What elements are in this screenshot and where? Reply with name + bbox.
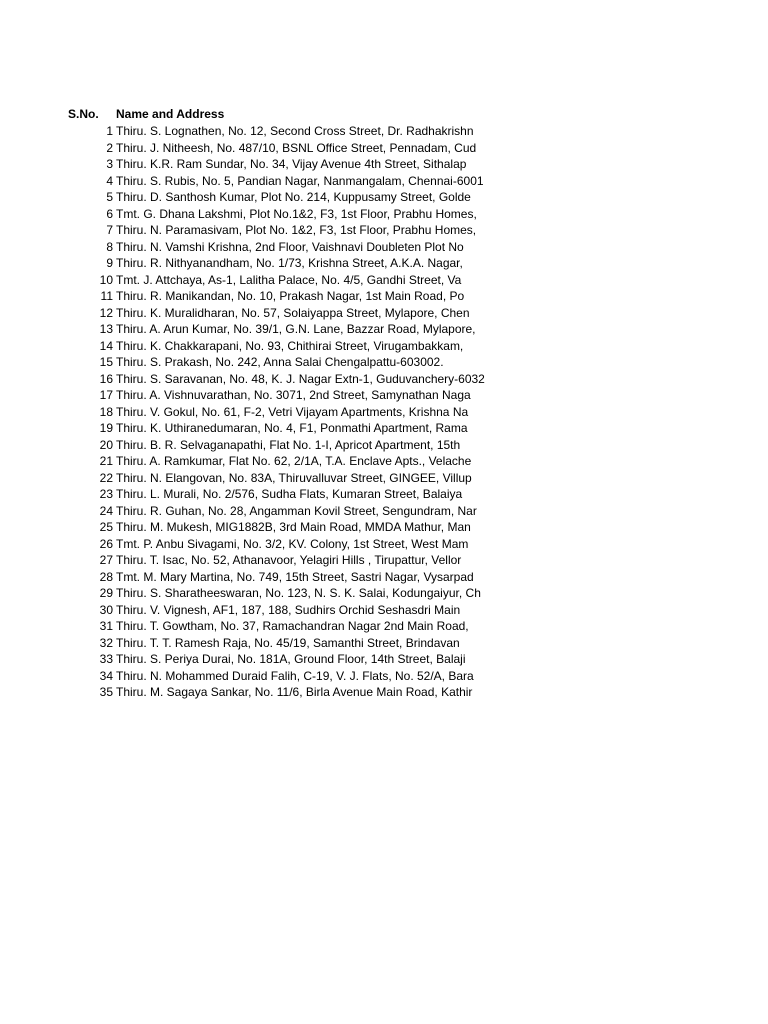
row-name-and-address: Thiru. K. Uthiranedumaran, No. 4, F1, Ponmathi Apartment, Rama: [116, 421, 468, 435]
row-name-and-address: Thiru. D. Santhosh Kumar, Plot No. 214, Kuppusamy Street, Golde: [116, 190, 471, 204]
table-row: [0, 305, 768, 322]
table-row: [0, 437, 768, 454]
row-name-and-address: Thiru. S. Saravanan, No. 48, K. J. Nagar Extn-1, Guduvanchery-6032: [116, 371, 485, 386]
table-row: [0, 387, 768, 404]
row-name-and-address: Thiru. V. Vignesh, AF1, 187, 188, Sudhirs Orchid Seshasdri Main: [116, 602, 461, 617]
table-row: [0, 272, 768, 289]
table-row: [0, 486, 768, 503]
row-sno: 19: [99, 421, 113, 435]
row-name-and-address: Thiru. T. Isac, No. 52, Athanavoor, Yelagiri Hills , Tirupattur, Vellor: [116, 553, 462, 567]
row-sno: 1: [106, 124, 113, 138]
row-name-and-address: Tmt. P. Anbu Sivagami, No. 3/2, KV. Colony, 1st Street, West Mam: [116, 536, 469, 551]
table-row: [0, 255, 768, 272]
row-name-and-address: Thiru. J. Nitheesh, No. 487/10, BSNL Office Street, Pennadam, Cud: [116, 140, 477, 155]
table-row: [0, 536, 768, 553]
row-name-and-address: Thiru. N. Elangovan, No. 83A, Thiruvalluvar Street, GINGEE, Villup: [116, 470, 472, 485]
row-sno: 2: [106, 140, 113, 155]
table-row: [0, 189, 768, 206]
table-row: [0, 585, 768, 602]
row-sno: 12: [99, 305, 113, 320]
row-name-and-address: Thiru. B. R. Selvaganapathi, Flat No. 1-I, Apricot Apartment, 15th: [116, 437, 461, 452]
row-name-and-address: Thiru. L. Murali, No. 2/576, Sudha Flats, Kumaran Street, Balaiya: [116, 487, 463, 501]
table-row: [0, 222, 768, 239]
row-name-and-address: Thiru. K.R. Ram Sundar, No. 34, Vijay Avenue 4th Street, Sithalap: [116, 157, 467, 171]
row-sno: 26: [99, 536, 113, 551]
row-name-and-address: Thiru. R. Manikandan, No. 10, Prakash Nagar, 1st Main Road, Po: [116, 289, 465, 303]
table-row: [0, 668, 768, 685]
header-name-and-address: Name and Address: [116, 107, 225, 121]
row-sno: 18: [99, 404, 113, 419]
row-name-and-address: Tmt. M. Mary Martina, No. 749, 15th Street, Sastri Nagar, Vysarpad: [116, 569, 474, 584]
table-row: [0, 635, 768, 652]
table-row: [0, 453, 768, 470]
table-row: [0, 321, 768, 338]
table-header: [0, 106, 768, 123]
row-sno: 7: [106, 223, 113, 237]
row-name-and-address: Thiru. N. Paramasivam, Plot No. 1&2, F3, 1st Floor, Prabhu Homes,: [116, 223, 477, 237]
table-row: [0, 173, 768, 190]
row-name-and-address: Thiru. K. Chakkarapani, No. 93, Chithirai Street, Virugambakkam,: [116, 338, 464, 353]
row-sno: 22: [99, 470, 113, 485]
row-name-and-address: Thiru. S. Prakash, No. 242, Anna Salai Chengalpattu-603002.: [116, 355, 444, 369]
table-row: [0, 618, 768, 635]
row-sno: 14: [99, 338, 113, 353]
row-name-and-address: Thiru. N. Mohammed Duraid Falih, C-19, V. J. Flats, No. 52/A, Bara: [116, 668, 474, 683]
row-name-and-address: Tmt. G. Dhana Lakshmi, Plot No.1&2, F3, 1st Floor, Prabhu Homes,: [116, 206, 477, 221]
row-sno: 23: [99, 487, 113, 501]
header-sno: S.No.: [68, 107, 99, 121]
row-sno: 20: [99, 437, 113, 452]
row-sno: 10: [99, 272, 113, 287]
row-sno: 31: [99, 619, 113, 633]
row-sno: 17: [99, 388, 113, 402]
row-name-and-address: Thiru. A. Arun Kumar, No. 39/1, G.N. Lane, Bazzar Road, Mylapore,: [116, 322, 476, 336]
row-name-and-address: Thiru. T. T. Ramesh Raja, No. 45/19, Samanthi Street, Brindavan: [116, 635, 460, 650]
row-sno: 4: [106, 173, 113, 188]
row-sno: 13: [99, 322, 113, 336]
row-name-and-address: Thiru. M. Sagaya Sankar, No. 11/6, Birla Avenue Main Road, Kathir: [116, 685, 473, 699]
row-sno: 21: [99, 454, 113, 468]
table-row: [0, 354, 768, 371]
row-sno: 25: [99, 520, 113, 534]
row-sno: 9: [106, 256, 113, 270]
row-name-and-address: Thiru. R. Nithyanandham, No. 1/73, Krishna Street, A.K.A. Nagar,: [116, 256, 463, 270]
table-row: [0, 288, 768, 305]
row-name-and-address: Tmt. J. Attchaya, As-1, Lalitha Palace, No. 4/5, Gandhi Street, Va: [116, 272, 462, 287]
table-row: [0, 602, 768, 619]
table-row: [0, 140, 768, 157]
row-sno: 8: [106, 239, 113, 254]
row-sno: 6: [106, 206, 113, 221]
table-row: [0, 470, 768, 487]
row-sno: 11: [100, 289, 113, 303]
table-row: [0, 338, 768, 355]
table-row: [0, 404, 768, 421]
row-sno: 35: [99, 685, 113, 699]
row-name-and-address: Thiru. N. Vamshi Krishna, 2nd Floor, Vaishnavi Doubleten Plot No: [116, 239, 464, 254]
row-name-and-address: Thiru. S. Periya Durai, No. 181A, Ground Floor, 14th Street, Balaji: [116, 652, 466, 666]
row-sno: 5: [106, 190, 113, 204]
table-row: [0, 503, 768, 520]
table-row: [0, 552, 768, 569]
row-sno: 34: [99, 668, 113, 683]
row-sno: 32: [99, 635, 113, 650]
row-sno: 3: [106, 157, 113, 171]
row-name-and-address: Thiru. S. Lognathen, No. 12, Second Cross Street, Dr. Radhakrishn: [116, 124, 474, 138]
row-name-and-address: Thiru. K. Muralidharan, No. 57, Solaiyappa Street, Mylapore, Chen: [116, 305, 470, 320]
table-row: [0, 651, 768, 668]
table-row: [0, 684, 768, 701]
row-sno: 28: [99, 569, 113, 584]
row-sno: 33: [99, 652, 113, 666]
table-row: [0, 206, 768, 223]
row-name-and-address: Thiru. M. Mukesh, MIG1882B, 3rd Main Road, MMDA Mathur, Man: [116, 520, 471, 534]
row-sno: 15: [99, 355, 113, 369]
row-sno: 30: [99, 602, 113, 617]
row-name-and-address: Thiru. S. Sharatheeswaran, No. 123, N. S. K. Salai, Kodungaiyur, Ch: [116, 586, 481, 600]
row-sno: 16: [99, 371, 113, 386]
table-row: [0, 156, 768, 173]
table-row: [0, 569, 768, 586]
row-name-and-address: Thiru. A. Ramkumar, Flat No. 62, 2/1A, T.A. Enclave Apts., Velache: [116, 454, 472, 468]
row-name-and-address: Thiru. S. Rubis, No. 5, Pandian Nagar, Nanmangalam, Chennai-6001: [116, 173, 484, 188]
row-sno: 24: [99, 503, 113, 518]
table-row: [0, 371, 768, 388]
row-sno: 29: [99, 586, 113, 600]
row-name-and-address: Thiru. T. Gowtham, No. 37, Ramachandran Nagar 2nd Main Road,: [116, 619, 469, 633]
row-name-and-address: Thiru. R. Guhan, No. 28, Angamman Kovil Street, Sengundram, Nar: [116, 503, 477, 518]
table-row: [0, 239, 768, 256]
table-body: [0, 123, 768, 701]
table-row: [0, 519, 768, 536]
table-row: [0, 420, 768, 437]
row-name-and-address: Thiru. V. Gokul, No. 61, F-2, Vetri Vijayam Apartments, Krishna Na: [116, 404, 469, 419]
table-row: [0, 123, 768, 140]
row-name-and-address: Thiru. A. Vishnuvarathan, No. 3071, 2nd Street, Samynathan Naga: [116, 388, 471, 402]
row-sno: 27: [99, 553, 113, 567]
